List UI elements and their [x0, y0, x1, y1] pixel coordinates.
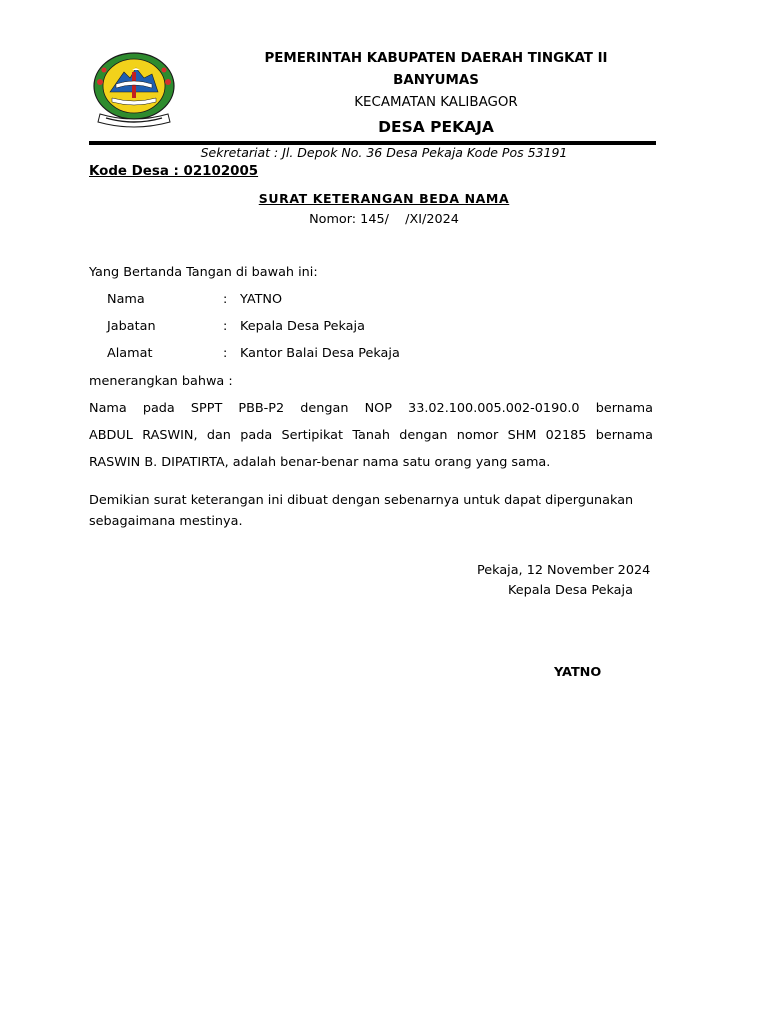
- menerangkan-text: menerangkan bahwa :: [89, 374, 233, 389]
- header-village-line: DESA PEKAJA: [378, 118, 494, 136]
- signature-title: Kepala Desa Pekaja: [508, 583, 633, 598]
- field-colon: :: [223, 292, 228, 307]
- village-code: Kode Desa : 02102005: [89, 164, 259, 179]
- field-colon: :: [223, 319, 228, 334]
- signature-name: YATNO: [554, 665, 602, 680]
- secretariat-address: Sekretariat : Jl. Depok No. 36 Desa Pekaja Kode Pos 53191: [200, 145, 568, 160]
- header-district-line: KECAMATAN KALIBAGOR: [354, 95, 518, 110]
- statement-line: Nama pada SPPT PBB-P2 dengan NOP 33.02.100.005.002-0190.0 bernama: [89, 401, 653, 416]
- header-government-line: PEMERINTAH KABUPATEN DAERAH TINGKAT II: [264, 51, 608, 66]
- header-regency-line: BANYUMAS: [393, 73, 479, 88]
- field-value: Kepala Desa Pekaja: [240, 319, 365, 334]
- letter-number: Nomor: 145/ /XI/2024: [309, 212, 459, 227]
- signature-place-date: Pekaja, 12 November 2024: [477, 563, 651, 578]
- closing-paragraph: Demikian surat keterangan ini dibuat dengan sebenarnya untuk dapat dipergunakan sebagaimana mestinya.: [89, 493, 634, 529]
- intro-text: Yang Bertanda Tangan di bawah ini:: [89, 265, 318, 280]
- field-label: Alamat: [107, 346, 153, 361]
- field-label: Nama: [107, 292, 145, 307]
- field-value: Kantor Balai Desa Pekaja: [240, 346, 400, 361]
- banyumas-regency-emblem-icon: [86, 48, 182, 132]
- statement-line: RASWIN B. DIPATIRTA, adalah benar-benar nama satu orang yang sama.: [89, 455, 551, 470]
- statement-line: ABDUL RASWIN, dan pada Sertipikat Tanah dengan nomor SHM 02185 bernama: [89, 428, 653, 443]
- field-value: YATNO: [240, 292, 283, 307]
- letter-title: SURAT KETERANGAN BEDA NAMA: [258, 191, 510, 206]
- field-label: Jabatan: [107, 319, 156, 334]
- field-colon: :: [223, 346, 228, 361]
